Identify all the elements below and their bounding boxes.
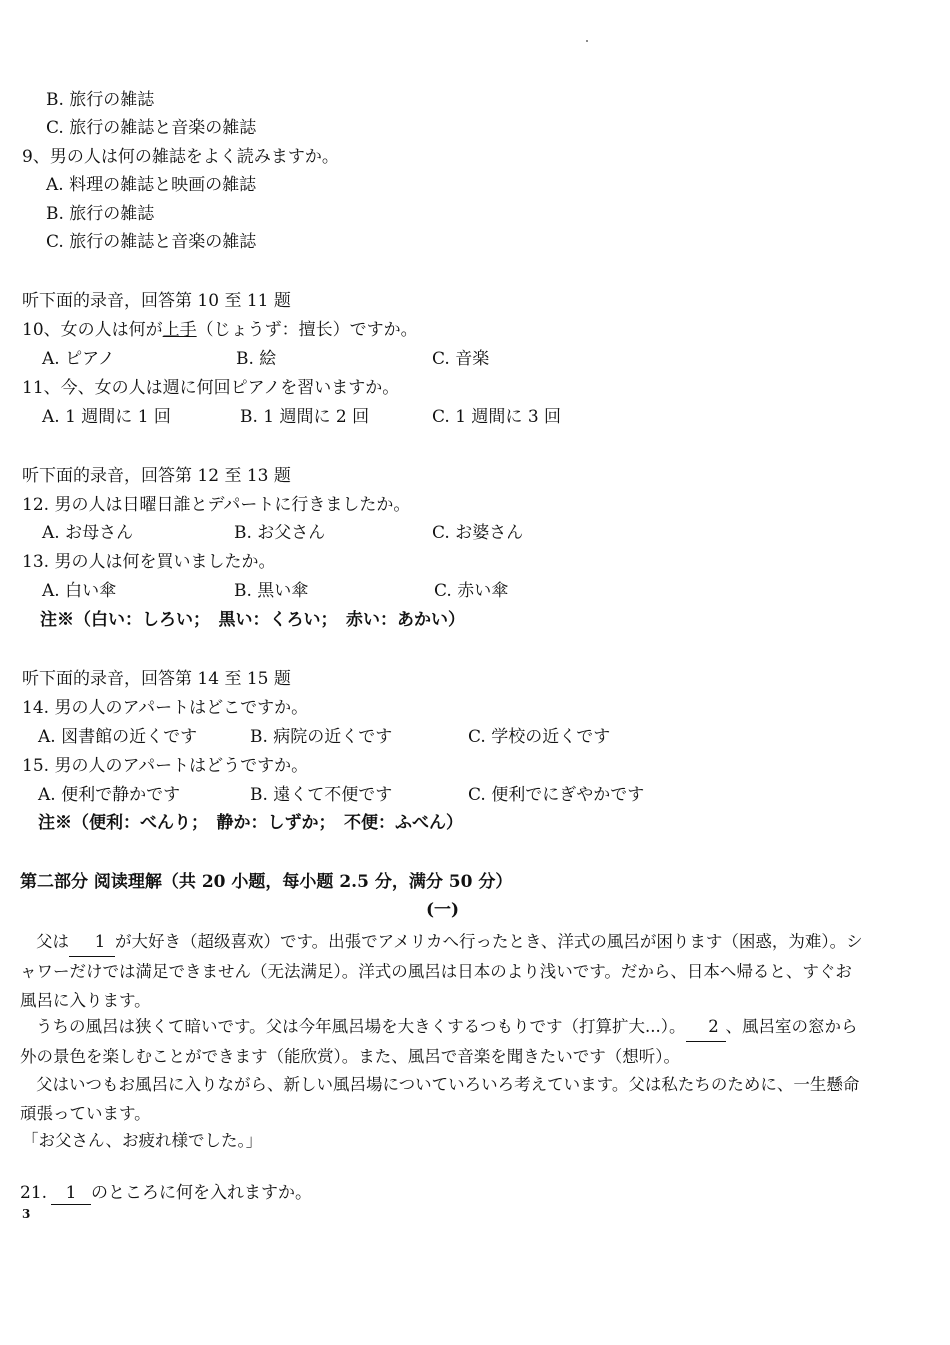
q10-option-a: A. ピアノ [42,349,115,369]
q12-option-b: B. お父さん [234,523,326,543]
q12-option-a: A. お母さん [42,523,134,543]
q15-option-c: C. 便利でにぎやかです [468,785,645,805]
section-heading-12-13: 听下面的录音，回答第 12 至 13 题 [22,466,291,486]
section-heading-10-11: 听下面的录音，回答第 10 至 11 题 [22,291,291,311]
q9-question: 9、男の人は何の雑誌をよく読みますか。 [22,147,339,167]
q10-option-b: B. 絵 [236,349,277,369]
passage-blank-2: 2 [686,1012,726,1042]
passage-p1-rest: が大好き（超级喜欢）です。出張でアメリカへ行ったとき、洋式の風呂が困ります（困惑，为难）。シャワーだけでは満足できません（无法满足）。洋式の風呂は日本のより浅いです。だから、日本へ帰ると、すぐお風呂に入ります。 [20,932,863,1010]
q11-option-a: A. 1 週間に 1 回 [42,407,171,427]
q10-suffix: （じょうず：擅长）ですか。 [196,320,418,340]
q21-question [20,1182,312,1205]
part2-heading: 第二部分 阅读理解（共 20 小题，每小题 2.5 分，满分 50 分） [20,872,513,892]
q11-option-c: C. 1 週間に 3 回 [432,407,562,427]
passage-paragraph-1 [20,927,865,1015]
q12-question: 12. 男の人は日曜日誰とデパートに行きましたか。 [22,495,411,515]
q8-option-c: C. 旅行の雑誌と音楽の雑誌 [46,118,257,138]
q14-option-a: A. 図書館の近くです [38,727,198,747]
q15-question: 15. 男の人のアパートはどうですか。 [22,756,309,776]
q13-option-b: B. 黒い傘 [234,581,309,601]
page-number: 3 [22,1207,31,1221]
passage-paragraph-2 [20,1012,865,1071]
part2-subheading: (一) [426,900,460,920]
q13-option-a: A. 白い傘 [42,581,117,601]
q11-question: 11、今、女の人は週に何回ピアノを習いますか。 [22,378,400,398]
passage-p2-rest: 、風呂室の窓から外の景色を楽しむことができます（能欣赏）。また、風呂で音楽を聞きたいです（想听）。 [20,1017,858,1066]
q13-question: 13. 男の人は何を買いましたか。 [22,552,276,572]
q9-option-c: C. 旅行の雑誌と音楽の雑誌 [46,232,257,252]
q21-number: 21. [20,1183,48,1203]
q21-blank: 1 [51,1182,91,1205]
q13-note: 注※（白い：しろい； 黒い：くろい； 赤い：あかい） [40,610,465,630]
q11-option-b: B. 1 週間に 2 回 [240,407,370,427]
q14-question: 14. 男の人のアパートはどこですか。 [22,698,309,718]
scan-speck [586,40,588,42]
q9-option-b: B. 旅行の雑誌 [46,204,155,224]
passage-paragraph-4: 「お父さん、お疲れ様でした。」 [22,1131,263,1150]
q8-option-b: B. 旅行の雑誌 [46,90,155,110]
q15-option-a: A. 便利で静かです [38,785,181,805]
q10-prefix: 10、女の人は何が [22,320,163,340]
passage-paragraph-3: 父はいつもお風呂に入りながら、新しい風呂場についていろいろ考えています。父は私たちのために、一生懸命頑張っています。 [20,1075,860,1123]
q10-option-c: C. 音楽 [432,349,490,369]
q9-option-a: A. 料理の雑誌と映画の雑誌 [46,175,257,195]
q15-option-b: B. 遠くて不便です [250,785,393,805]
q13-option-c: C. 赤い傘 [434,581,509,601]
q12-option-c: C. お婆さん [432,523,524,543]
q14-option-b: B. 病院の近くです [250,727,393,747]
passage-p2-start: うちの風呂は狭くて暗いです。父は今年風呂場を大きくするつもりです（打算扩大...）。 [36,1017,686,1036]
passage-p1-start: 父は [36,932,69,951]
passage-blank-1: 1 [69,927,115,957]
section-heading-14-15: 听下面的录音，回答第 14 至 15 题 [22,669,291,689]
q21-text: のところに何を入れますか。 [91,1183,313,1203]
q15-note: 注※（便利：べんり； 静か：しずか； 不便：ふべん） [38,813,463,833]
q10-underlined-word: 上手 [162,320,197,340]
q10-question [22,319,418,341]
q14-option-c: C. 学校の近くです [468,727,611,747]
